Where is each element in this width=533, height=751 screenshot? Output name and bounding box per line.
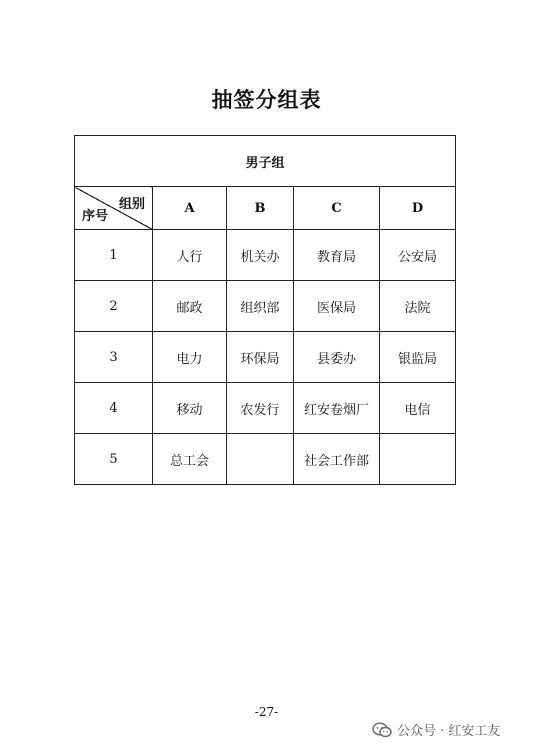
table-header-row [75,187,456,230]
column-header-d: D [380,187,456,230]
page-number: -27- [254,705,279,719]
column-header-b: B [227,187,294,230]
page-title: 抽签分组表 [211,87,322,112]
table-row [75,281,456,332]
table-cell [227,434,294,485]
table-cell: 总工会 [153,434,227,485]
table-cell: 银监局 [380,332,456,383]
table-row [75,230,456,281]
table-cell: 教育局 [294,230,380,281]
table-row [75,383,456,434]
row-index: 4 [75,383,153,434]
corner-row-label: 序号 [82,209,109,224]
table-cell: 机关办 [227,230,294,281]
row-index: 3 [75,332,153,383]
watermark [372,720,500,739]
wechat-icon [372,722,392,738]
table-cell: 公安局 [380,230,456,281]
column-header-c: C [294,187,380,230]
corner-header-cell [75,187,153,230]
row-index: 5 [75,434,153,485]
watermark-text: 公众号 · 红安工友 [397,724,501,739]
table-cell: 邮政 [153,281,227,332]
table-cell: 组织部 [227,281,294,332]
table-row [75,434,456,485]
table-cell: 红安卷烟厂 [294,383,380,434]
table-cell: 电信 [380,383,456,434]
row-index: 2 [75,281,153,332]
table-cell: 社会工作部 [294,434,380,485]
table-cell: 县委办 [294,332,380,383]
corner-column-label: 组别 [118,197,145,212]
table-cell: 人行 [153,230,227,281]
table-cell [380,434,456,485]
group-title: 男子组 [75,136,456,187]
table-row [75,332,456,383]
table-cell: 农发行 [227,383,294,434]
draw-group-table [74,135,456,485]
table-title-row [75,136,456,187]
table-cell: 医保局 [294,281,380,332]
table-cell: 电力 [153,332,227,383]
row-index: 1 [75,230,153,281]
table-cell: 环保局 [227,332,294,383]
column-header-a: A [153,187,227,230]
table-cell: 法院 [380,281,456,332]
table-cell: 移动 [153,383,227,434]
